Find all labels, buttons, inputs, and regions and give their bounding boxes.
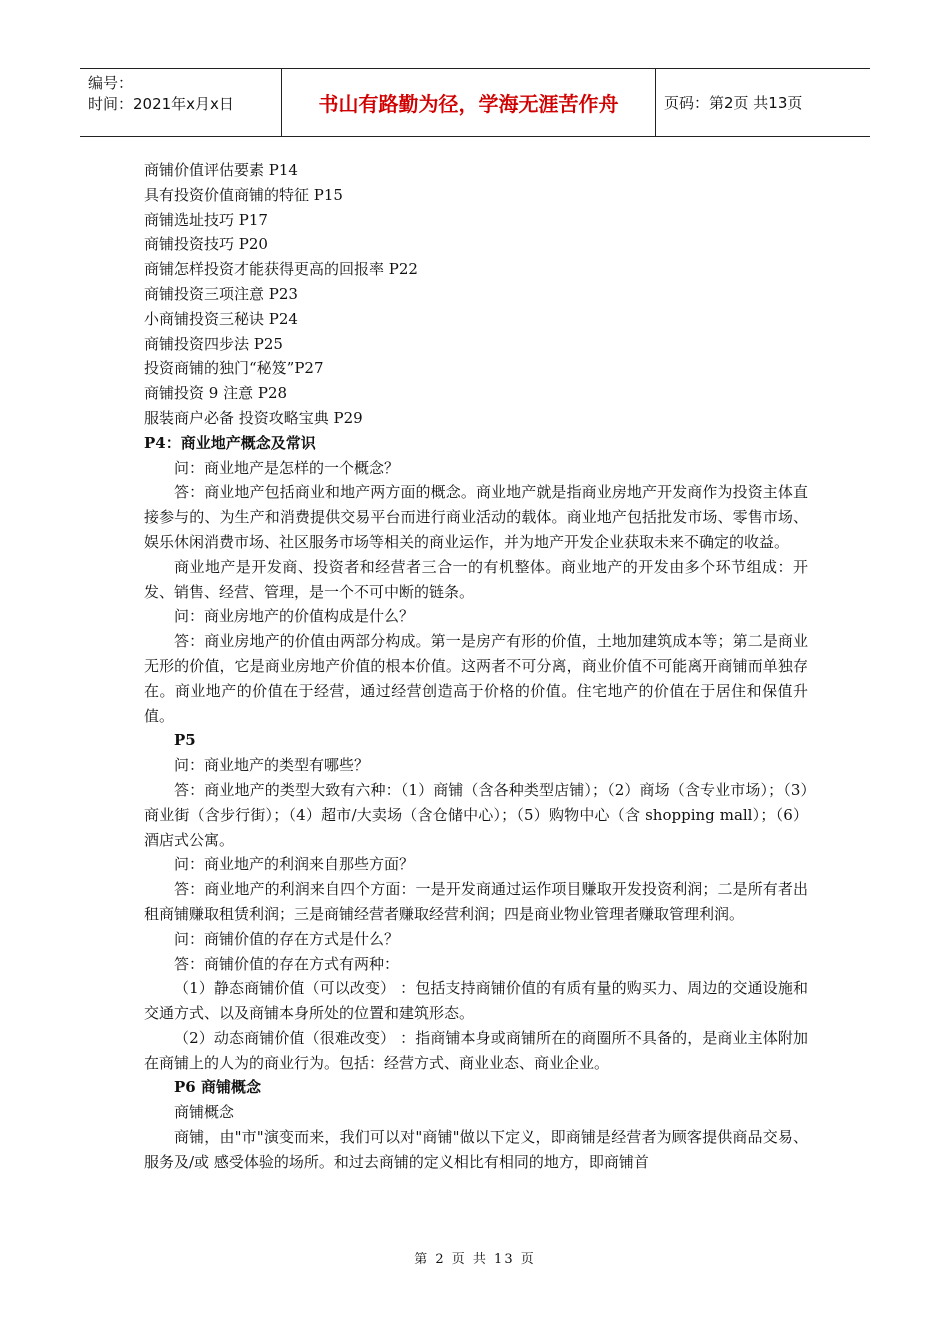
- toc-item: 商铺选址技巧 P17: [144, 210, 268, 229]
- toc-item: 商铺投资四步法 P25: [144, 334, 283, 353]
- toc-item: 具有投资价值商铺的特征 P15: [144, 185, 343, 204]
- question-paragraph: 问：商业地产的利润来自那些方面？: [174, 855, 415, 874]
- toc-item: 小商铺投资三秘诀 P24: [144, 309, 298, 328]
- page-header: [80, 68, 870, 137]
- question-paragraph: 问：商业地产是怎样的一个概念？: [174, 458, 400, 477]
- header-meta: [80, 69, 282, 136]
- answer-paragraph: 答：商业地产包括商业和地产两方面的概念。商业地产就是指商业房地产开发商作为投资主体直接参与的、为生产和消费提供交易平台而进行商业活动的载体。商业地产包括批发市场、零售市场、娱乐休闲消费市场、社区服务市场等相关的商业运作，并为地产开发企业获取未来不确定的收益。: [144, 483, 808, 551]
- document-number-label: 编号：: [88, 74, 134, 92]
- question-paragraph: 问：商业地产的类型有哪些？: [174, 756, 370, 775]
- document-body: [144, 158, 808, 1175]
- body-paragraph: 商铺，由"市"演变而来，我们可以对"商铺"做以下定义，即商铺是经营者为顾客提供商品交易、服务及/或 感受体验的场所。和过去商铺的定义相比有相同的地方，即商铺首: [144, 1128, 808, 1171]
- page-footer: 第 2 页 共 13 页: [414, 1252, 536, 1267]
- answer-paragraph: 答：商业地产的类型大致有六种：（1）商铺（含各种类型店铺）；（2）商场（含专业市场）；（3）商业街（含步行街）；（4）超市/大卖场（含仓储中心）；（5）购物中心（含 shopping mall）；（6）酒店式公寓。: [144, 780, 808, 849]
- toc-item: 商铺投资 9 注意 P28: [144, 384, 288, 403]
- table-of-contents: [144, 158, 808, 431]
- toc-item: 服装商户必备 投资攻略宝典 P29: [144, 408, 363, 427]
- question-paragraph: 问：商业房地产的价值构成是什么？: [174, 607, 415, 626]
- toc-item: 商铺投资三项注意 P23: [144, 284, 298, 303]
- toc-item: 商铺投资技巧 P20: [144, 235, 268, 254]
- answer-list-item: （1）静态商铺价值（可以改变） ：包括支持商铺价值的有质有量的购买力、周边的交通设施和交通方式、以及商铺本身所处的位置和建筑形态。: [144, 979, 808, 1023]
- section-heading-p6: P6 商铺概念: [174, 1078, 261, 1097]
- document-time: 时间：2021年x月x日: [88, 95, 234, 113]
- answer-paragraph: 商业地产是开发商、投资者和经营者三合一的有机整体。商业地产的开发由多个环节组成：开发、销售、经营、管理，是一个不可中断的链条。: [144, 557, 808, 601]
- toc-item: 投资商铺的独门“秘笈”P27: [144, 359, 324, 378]
- toc-item: 商铺价值评估要素 P14: [144, 161, 298, 179]
- answer-list-item: （2）动态商铺价值（很难改变） ：指商铺本身或商铺所在的商圈所不具备的，是商业主体附加在商铺上的人为的商业行为。包括：经营方式、商业业态、商业企业。: [144, 1028, 808, 1072]
- header-page-info: 页码：第2页 共13页: [664, 94, 803, 112]
- section-heading-p5: P5: [174, 731, 196, 750]
- question-paragraph: 问：商铺价值的存在方式是什么？: [174, 929, 400, 948]
- answer-paragraph: 答：商业房地产的价值由两部分构成。第一是房产有形的价值，土地加建筑成本等；第二是商业无形的价值，它是商业房地产价值的根本价值。这两者不可分离，商业价值不可能离开商铺而单独存在。商业地产的价值在于经营，通过经营创造高于价格的价值。住宅地产的价值在于居住和保值升值。: [144, 632, 808, 725]
- answer-paragraph: 答：商业地产的利润来自四个方面：一是开发商通过运作项目赚取开发投资利润；二是所有者出租商铺赚取租赁利润；三是商铺经营者赚取经营利润；四是商业物业管理者赚取管理利润。: [144, 880, 808, 923]
- header-motto: 书山有路勤为径，学海无涯苦作舟: [282, 69, 656, 136]
- section-heading-p4: P4：商业地产概念及常识: [144, 433, 316, 452]
- answer-paragraph: 答：商铺价值的存在方式有两种：: [174, 954, 400, 973]
- section-subheading: 商铺概念: [174, 1103, 235, 1122]
- toc-item: 商铺怎样投资才能获得更高的回报率 P22: [144, 260, 418, 279]
